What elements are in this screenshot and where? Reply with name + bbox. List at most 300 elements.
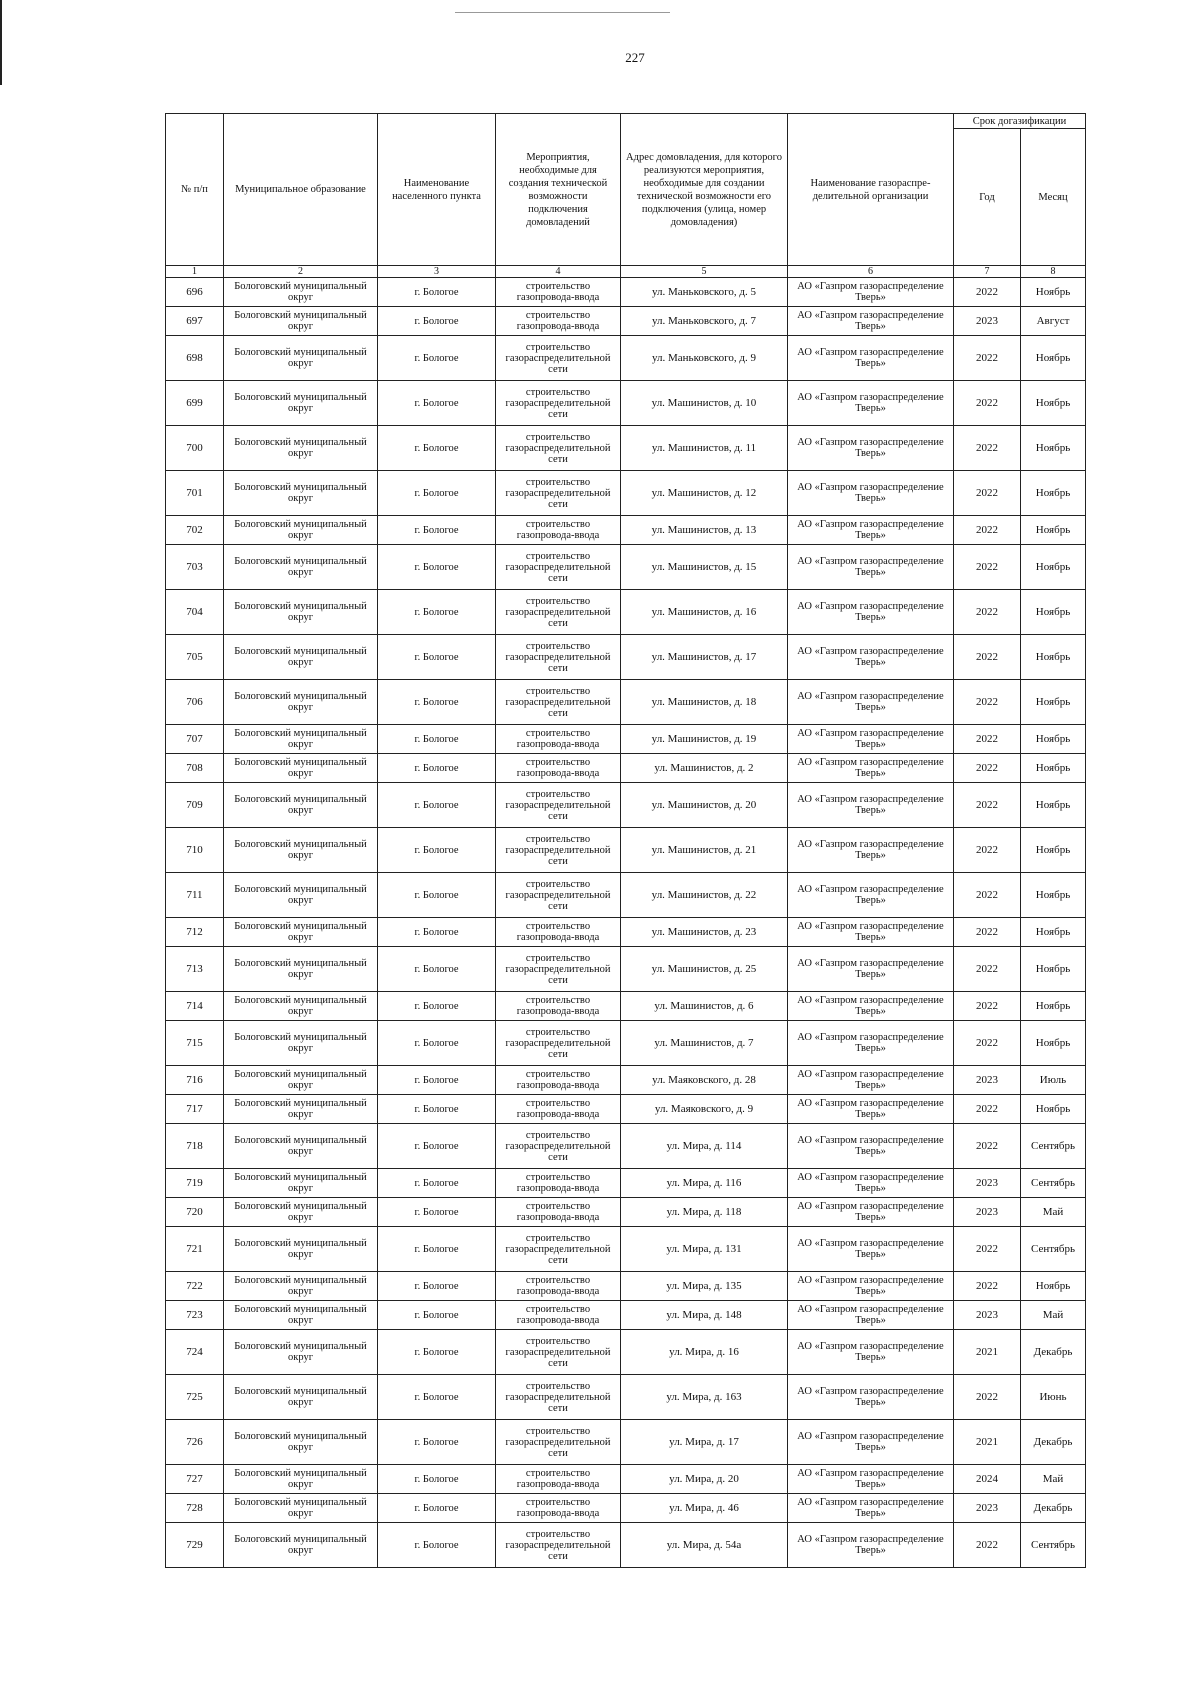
- row-number: 726: [166, 1420, 224, 1465]
- municipality-cell: Бологовский муниципальный округ: [224, 1523, 378, 1568]
- row-number: 706: [166, 680, 224, 725]
- municipality-cell: Бологовский муниципальный округ: [224, 1095, 378, 1124]
- address-cell: ул. Машинистов, д. 12: [621, 471, 788, 516]
- municipality-cell: Бологовский муниципальный округ: [224, 754, 378, 783]
- measure-cell: строительство газораспределительной сети: [496, 381, 621, 426]
- measure-cell: строительство газопровода-ввода: [496, 1494, 621, 1523]
- municipality-cell: Бологовский муниципальный округ: [224, 828, 378, 873]
- month-cell: Ноябрь: [1021, 1021, 1086, 1066]
- table-row: [166, 307, 1086, 336]
- row-number: 714: [166, 992, 224, 1021]
- address-cell: ул. Машинистов, д. 19: [621, 725, 788, 754]
- settlement-cell: г. Бологое: [378, 1301, 496, 1330]
- organization-cell: АО «Газпром газораспределение Тверь»: [788, 828, 954, 873]
- address-cell: ул. Машинистов, д. 6: [621, 992, 788, 1021]
- row-number: 698: [166, 336, 224, 381]
- gasification-table: [165, 113, 1086, 1568]
- municipality-cell: Бологовский муниципальный округ: [224, 873, 378, 918]
- settlement-cell: г. Бологое: [378, 1272, 496, 1301]
- row-number: 708: [166, 754, 224, 783]
- municipality-cell: Бологовский муниципальный округ: [224, 725, 378, 754]
- municipality-cell: Бологовский муниципальный округ: [224, 1198, 378, 1227]
- header-address: Адрес домовладения, для которого реализуются мероприятия, необходимые для создании технической возможности его подключения (улица, номер домовладения): [621, 114, 788, 266]
- table-row: [166, 545, 1086, 590]
- table-row: [166, 590, 1086, 635]
- row-number: 728: [166, 1494, 224, 1523]
- organization-cell: АО «Газпром газораспределение Тверь»: [788, 307, 954, 336]
- year-cell: 2022: [954, 1523, 1021, 1568]
- month-cell: Ноябрь: [1021, 725, 1086, 754]
- year-cell: 2022: [954, 947, 1021, 992]
- month-cell: Декабрь: [1021, 1420, 1086, 1465]
- organization-cell: АО «Газпром газораспределение Тверь»: [788, 783, 954, 828]
- settlement-cell: г. Бологое: [378, 947, 496, 992]
- measure-cell: строительство газораспределительной сети: [496, 828, 621, 873]
- organization-cell: АО «Газпром газораспределение Тверь»: [788, 1169, 954, 1198]
- year-cell: 2021: [954, 1420, 1021, 1465]
- measure-cell: строительство газораспределительной сети: [496, 426, 621, 471]
- table-row: [166, 947, 1086, 992]
- organization-cell: АО «Газпром газораспределение Тверь»: [788, 1330, 954, 1375]
- organization-cell: АО «Газпром газораспределение Тверь»: [788, 1465, 954, 1494]
- month-cell: Ноябрь: [1021, 516, 1086, 545]
- address-cell: ул. Машинистов, д. 20: [621, 783, 788, 828]
- row-number: 727: [166, 1465, 224, 1494]
- municipality-cell: Бологовский муниципальный округ: [224, 1021, 378, 1066]
- table-row: [166, 1198, 1086, 1227]
- row-number: 729: [166, 1523, 224, 1568]
- month-cell: Ноябрь: [1021, 992, 1086, 1021]
- year-cell: 2024: [954, 1465, 1021, 1494]
- settlement-cell: г. Бологое: [378, 1095, 496, 1124]
- address-cell: ул. Машинистов, д. 7: [621, 1021, 788, 1066]
- table-row: [166, 783, 1086, 828]
- settlement-cell: г. Бологое: [378, 1494, 496, 1523]
- year-cell: 2022: [954, 725, 1021, 754]
- settlement-cell: г. Бологое: [378, 278, 496, 307]
- address-cell: ул. Мира, д. 148: [621, 1301, 788, 1330]
- row-number: 713: [166, 947, 224, 992]
- address-cell: ул. Машинистов, д. 18: [621, 680, 788, 725]
- year-cell: 2022: [954, 828, 1021, 873]
- year-cell: 2022: [954, 426, 1021, 471]
- table-row: [166, 918, 1086, 947]
- municipality-cell: Бологовский муниципальный округ: [224, 545, 378, 590]
- organization-cell: АО «Газпром газораспределение Тверь»: [788, 1124, 954, 1169]
- settlement-cell: г. Бологое: [378, 1523, 496, 1568]
- address-cell: ул. Маньковского, д. 9: [621, 336, 788, 381]
- row-number: 722: [166, 1272, 224, 1301]
- address-cell: ул. Мира, д. 116: [621, 1169, 788, 1198]
- month-cell: Май: [1021, 1465, 1086, 1494]
- month-cell: Ноябрь: [1021, 590, 1086, 635]
- column-number: 6: [788, 266, 954, 278]
- settlement-cell: г. Бологое: [378, 516, 496, 545]
- year-cell: 2022: [954, 381, 1021, 426]
- header-org: Наименование газораспре-делительной организации: [788, 114, 954, 266]
- month-cell: Сентябрь: [1021, 1523, 1086, 1568]
- address-cell: ул. Мира, д. 114: [621, 1124, 788, 1169]
- row-number: 719: [166, 1169, 224, 1198]
- column-number: 7: [954, 266, 1021, 278]
- table-row: [166, 426, 1086, 471]
- address-cell: ул. Машинистов, д. 11: [621, 426, 788, 471]
- settlement-cell: г. Бологое: [378, 1330, 496, 1375]
- month-cell: Ноябрь: [1021, 278, 1086, 307]
- row-number: 696: [166, 278, 224, 307]
- municipality-cell: Бологовский муниципальный округ: [224, 1494, 378, 1523]
- municipality-cell: Бологовский муниципальный округ: [224, 426, 378, 471]
- header-month: Месяц: [1021, 129, 1086, 266]
- organization-cell: АО «Газпром газораспределение Тверь»: [788, 1066, 954, 1095]
- municipality-cell: Бологовский муниципальный округ: [224, 1330, 378, 1375]
- month-cell: Ноябрь: [1021, 680, 1086, 725]
- table-row: [166, 1124, 1086, 1169]
- table-row: [166, 1465, 1086, 1494]
- address-cell: ул. Машинистов, д. 13: [621, 516, 788, 545]
- organization-cell: АО «Газпром газораспределение Тверь»: [788, 1301, 954, 1330]
- table-row: [166, 1301, 1086, 1330]
- address-cell: ул. Мира, д. 163: [621, 1375, 788, 1420]
- address-cell: ул. Машинистов, д. 10: [621, 381, 788, 426]
- organization-cell: АО «Газпром газораспределение Тверь»: [788, 918, 954, 947]
- settlement-cell: г. Бологое: [378, 1420, 496, 1465]
- page-number: 227: [625, 50, 645, 65]
- year-cell: 2022: [954, 1272, 1021, 1301]
- municipality-cell: Бологовский муниципальный округ: [224, 307, 378, 336]
- month-cell: Июль: [1021, 1066, 1086, 1095]
- column-number: 2: [224, 266, 378, 278]
- column-number: 8: [1021, 266, 1086, 278]
- settlement-cell: г. Бологое: [378, 1021, 496, 1066]
- table-row: [166, 1021, 1086, 1066]
- row-number: 712: [166, 918, 224, 947]
- year-cell: 2022: [954, 516, 1021, 545]
- measure-cell: строительство газопровода-ввода: [496, 918, 621, 947]
- table-row: [166, 278, 1086, 307]
- measure-cell: строительство газораспределительной сети: [496, 1124, 621, 1169]
- settlement-cell: г. Бологое: [378, 336, 496, 381]
- organization-cell: АО «Газпром газораспределение Тверь»: [788, 947, 954, 992]
- organization-cell: АО «Газпром газораспределение Тверь»: [788, 516, 954, 545]
- settlement-cell: г. Бологое: [378, 992, 496, 1021]
- settlement-cell: г. Бологое: [378, 680, 496, 725]
- year-cell: 2022: [954, 1227, 1021, 1272]
- address-cell: ул. Машинистов, д. 21: [621, 828, 788, 873]
- month-cell: Ноябрь: [1021, 336, 1086, 381]
- municipality-cell: Бологовский муниципальный округ: [224, 680, 378, 725]
- organization-cell: АО «Газпром газораспределение Тверь»: [788, 725, 954, 754]
- month-cell: Ноябрь: [1021, 783, 1086, 828]
- row-number: 725: [166, 1375, 224, 1420]
- month-cell: Сентябрь: [1021, 1227, 1086, 1272]
- address-cell: ул. Маньковского, д. 5: [621, 278, 788, 307]
- year-cell: 2023: [954, 1169, 1021, 1198]
- measure-cell: строительство газораспределительной сети: [496, 947, 621, 992]
- year-cell: 2023: [954, 1494, 1021, 1523]
- table-row: [166, 1523, 1086, 1568]
- month-cell: Декабрь: [1021, 1494, 1086, 1523]
- row-number: 709: [166, 783, 224, 828]
- settlement-cell: г. Бологое: [378, 725, 496, 754]
- organization-cell: АО «Газпром газораспределение Тверь»: [788, 1021, 954, 1066]
- table-row: [166, 471, 1086, 516]
- table-row: [166, 1330, 1086, 1375]
- table-row: [166, 516, 1086, 545]
- table-row: [166, 873, 1086, 918]
- month-cell: Сентябрь: [1021, 1169, 1086, 1198]
- month-cell: Декабрь: [1021, 1330, 1086, 1375]
- year-cell: 2022: [954, 336, 1021, 381]
- table-row: [166, 725, 1086, 754]
- address-cell: ул. Маяковского, д. 28: [621, 1066, 788, 1095]
- address-cell: ул. Машинистов, д. 15: [621, 545, 788, 590]
- organization-cell: АО «Газпром газораспределение Тверь»: [788, 635, 954, 680]
- year-cell: 2022: [954, 918, 1021, 947]
- address-cell: ул. Машинистов, д. 22: [621, 873, 788, 918]
- settlement-cell: г. Бологое: [378, 918, 496, 947]
- table-row: [166, 1494, 1086, 1523]
- address-cell: ул. Машинистов, д. 17: [621, 635, 788, 680]
- row-number: 710: [166, 828, 224, 873]
- settlement-cell: г. Бологое: [378, 471, 496, 516]
- row-number: 721: [166, 1227, 224, 1272]
- organization-cell: АО «Газпром газораспределение Тверь»: [788, 1523, 954, 1568]
- measure-cell: строительство газораспределительной сети: [496, 545, 621, 590]
- organization-cell: АО «Газпром газораспределение Тверь»: [788, 1420, 954, 1465]
- address-cell: ул. Мира, д. 20: [621, 1465, 788, 1494]
- year-cell: 2022: [954, 590, 1021, 635]
- measure-cell: строительство газопровода-ввода: [496, 754, 621, 783]
- measure-cell: строительство газопровода-ввода: [496, 1169, 621, 1198]
- address-cell: ул. Мира, д. 54а: [621, 1523, 788, 1568]
- municipality-cell: Бологовский муниципальный округ: [224, 471, 378, 516]
- settlement-cell: г. Бологое: [378, 828, 496, 873]
- row-number: 711: [166, 873, 224, 918]
- year-cell: 2022: [954, 1124, 1021, 1169]
- measure-cell: строительство газопровода-ввода: [496, 1066, 621, 1095]
- month-cell: Ноябрь: [1021, 918, 1086, 947]
- row-number: 699: [166, 381, 224, 426]
- row-number: 700: [166, 426, 224, 471]
- organization-cell: АО «Газпром газораспределение Тверь»: [788, 1272, 954, 1301]
- municipality-cell: Бологовский муниципальный округ: [224, 635, 378, 680]
- municipality-cell: Бологовский муниципальный округ: [224, 336, 378, 381]
- month-cell: Ноябрь: [1021, 426, 1086, 471]
- address-cell: ул. Мира, д. 118: [621, 1198, 788, 1227]
- settlement-cell: г. Бологое: [378, 1066, 496, 1095]
- row-number: 702: [166, 516, 224, 545]
- municipality-cell: Бологовский муниципальный округ: [224, 1375, 378, 1420]
- row-number: 705: [166, 635, 224, 680]
- measure-cell: строительство газопровода-ввода: [496, 725, 621, 754]
- organization-cell: АО «Газпром газораспределение Тверь»: [788, 471, 954, 516]
- measure-cell: строительство газопровода-ввода: [496, 278, 621, 307]
- settlement-cell: г. Бологое: [378, 426, 496, 471]
- address-cell: ул. Мира, д. 17: [621, 1420, 788, 1465]
- row-number: 701: [166, 471, 224, 516]
- year-cell: 2022: [954, 635, 1021, 680]
- row-number: 724: [166, 1330, 224, 1375]
- table-row: [166, 1272, 1086, 1301]
- settlement-cell: г. Бологое: [378, 1375, 496, 1420]
- municipality-cell: Бологовский муниципальный округ: [224, 590, 378, 635]
- address-cell: ул. Мира, д. 16: [621, 1330, 788, 1375]
- organization-cell: АО «Газпром газораспределение Тверь»: [788, 1095, 954, 1124]
- settlement-cell: г. Бологое: [378, 1198, 496, 1227]
- scan-edge-line: [0, 0, 2, 85]
- measure-cell: строительство газопровода-ввода: [496, 516, 621, 545]
- organization-cell: АО «Газпром газораспределение Тверь»: [788, 992, 954, 1021]
- measure-cell: строительство газопровода-ввода: [496, 1301, 621, 1330]
- measure-cell: строительство газораспределительной сети: [496, 680, 621, 725]
- year-cell: 2021: [954, 1330, 1021, 1375]
- measure-cell: строительство газопровода-ввода: [496, 1198, 621, 1227]
- table-row: [166, 336, 1086, 381]
- row-number: 718: [166, 1124, 224, 1169]
- table-row: [166, 1375, 1086, 1420]
- measure-cell: строительство газораспределительной сети: [496, 783, 621, 828]
- row-number: 717: [166, 1095, 224, 1124]
- measure-cell: строительство газопровода-ввода: [496, 307, 621, 336]
- month-cell: Май: [1021, 1301, 1086, 1330]
- table-row: [166, 680, 1086, 725]
- month-cell: Май: [1021, 1198, 1086, 1227]
- organization-cell: АО «Газпром газораспределение Тверь»: [788, 873, 954, 918]
- settlement-cell: г. Бологое: [378, 1465, 496, 1494]
- month-cell: Сентябрь: [1021, 1124, 1086, 1169]
- measure-cell: строительство газораспределительной сети: [496, 1227, 621, 1272]
- header-municipality: Муниципальное образование: [224, 114, 378, 266]
- municipality-cell: Бологовский муниципальный округ: [224, 381, 378, 426]
- municipality-cell: Бологовский муниципальный округ: [224, 947, 378, 992]
- row-number: 703: [166, 545, 224, 590]
- column-numbers-row: [166, 266, 1086, 278]
- organization-cell: АО «Газпром газораспределение Тверь»: [788, 1494, 954, 1523]
- month-cell: Ноябрь: [1021, 754, 1086, 783]
- measure-cell: строительство газораспределительной сети: [496, 1523, 621, 1568]
- row-number: 697: [166, 307, 224, 336]
- address-cell: ул. Мира, д. 135: [621, 1272, 788, 1301]
- municipality-cell: Бологовский муниципальный округ: [224, 1272, 378, 1301]
- measure-cell: строительство газораспределительной сети: [496, 1420, 621, 1465]
- address-cell: ул. Мира, д. 131: [621, 1227, 788, 1272]
- month-cell: Ноябрь: [1021, 947, 1086, 992]
- settlement-cell: г. Бологое: [378, 381, 496, 426]
- month-cell: Ноябрь: [1021, 873, 1086, 918]
- measure-cell: строительство газопровода-ввода: [496, 992, 621, 1021]
- address-cell: ул. Мира, д. 46: [621, 1494, 788, 1523]
- year-cell: 2022: [954, 873, 1021, 918]
- row-number: 715: [166, 1021, 224, 1066]
- month-cell: Август: [1021, 307, 1086, 336]
- organization-cell: АО «Газпром газораспределение Тверь»: [788, 754, 954, 783]
- table-row: [166, 1227, 1086, 1272]
- address-cell: ул. Маньковского, д. 7: [621, 307, 788, 336]
- year-cell: 2023: [954, 1198, 1021, 1227]
- table-row: [166, 1169, 1086, 1198]
- month-cell: Ноябрь: [1021, 635, 1086, 680]
- header-year: Год: [954, 129, 1021, 266]
- measure-cell: строительство газораспределительной сети: [496, 471, 621, 516]
- year-cell: 2022: [954, 471, 1021, 516]
- header-measures: Мероприятия, необходимые для создания технической возможности подключения домовладений: [496, 114, 621, 266]
- settlement-cell: г. Бологое: [378, 590, 496, 635]
- municipality-cell: Бологовский муниципальный округ: [224, 1124, 378, 1169]
- column-number: 1: [166, 266, 224, 278]
- header-settlement: Наименование населенного пункта: [378, 114, 496, 266]
- year-cell: 2022: [954, 783, 1021, 828]
- address-cell: ул. Маяковского, д. 9: [621, 1095, 788, 1124]
- year-cell: 2023: [954, 1301, 1021, 1330]
- settlement-cell: г. Бологое: [378, 545, 496, 590]
- year-cell: 2023: [954, 307, 1021, 336]
- organization-cell: АО «Газпром газораспределение Тверь»: [788, 590, 954, 635]
- year-cell: 2022: [954, 1095, 1021, 1124]
- column-number: 4: [496, 266, 621, 278]
- address-cell: ул. Машинистов, д. 25: [621, 947, 788, 992]
- measure-cell: строительство газораспределительной сети: [496, 590, 621, 635]
- year-cell: 2023: [954, 1066, 1021, 1095]
- table-row: [166, 1066, 1086, 1095]
- municipality-cell: Бологовский муниципальный округ: [224, 1420, 378, 1465]
- month-cell: Ноябрь: [1021, 1272, 1086, 1301]
- settlement-cell: г. Бологое: [378, 307, 496, 336]
- table-row: [166, 992, 1086, 1021]
- measure-cell: строительство газораспределительной сети: [496, 635, 621, 680]
- organization-cell: АО «Газпром газораспределение Тверь»: [788, 336, 954, 381]
- settlement-cell: г. Бологое: [378, 783, 496, 828]
- measure-cell: строительство газораспределительной сети: [496, 873, 621, 918]
- table-row: [166, 635, 1086, 680]
- settlement-cell: г. Бологое: [378, 635, 496, 680]
- year-cell: 2022: [954, 1021, 1021, 1066]
- month-cell: Июнь: [1021, 1375, 1086, 1420]
- month-cell: Ноябрь: [1021, 1095, 1086, 1124]
- row-number: 707: [166, 725, 224, 754]
- organization-cell: АО «Газпром газораспределение Тверь»: [788, 278, 954, 307]
- municipality-cell: Бологовский муниципальный округ: [224, 1465, 378, 1494]
- year-cell: 2022: [954, 545, 1021, 590]
- address-cell: ул. Машинистов, д. 2: [621, 754, 788, 783]
- month-cell: Ноябрь: [1021, 381, 1086, 426]
- municipality-cell: Бологовский муниципальный округ: [224, 783, 378, 828]
- settlement-cell: г. Бологое: [378, 1227, 496, 1272]
- address-cell: ул. Машинистов, д. 23: [621, 918, 788, 947]
- municipality-cell: Бологовский муниципальный округ: [224, 918, 378, 947]
- scan-top-line: [455, 12, 670, 13]
- address-cell: ул. Машинистов, д. 16: [621, 590, 788, 635]
- month-cell: Ноябрь: [1021, 471, 1086, 516]
- header-num: № п/п: [166, 114, 224, 266]
- year-cell: 2022: [954, 992, 1021, 1021]
- table-row: [166, 828, 1086, 873]
- municipality-cell: Бологовский муниципальный округ: [224, 1227, 378, 1272]
- municipality-cell: Бологовский муниципальный округ: [224, 516, 378, 545]
- organization-cell: АО «Газпром газораспределение Тверь»: [788, 381, 954, 426]
- year-cell: 2022: [954, 680, 1021, 725]
- municipality-cell: Бологовский муниципальный округ: [224, 1066, 378, 1095]
- table-row: [166, 1420, 1086, 1465]
- measure-cell: строительство газораспределительной сети: [496, 1375, 621, 1420]
- column-number: 3: [378, 266, 496, 278]
- header-deadline: Срок догазификации: [954, 114, 1086, 129]
- measure-cell: строительство газопровода-ввода: [496, 1095, 621, 1124]
- year-cell: 2022: [954, 278, 1021, 307]
- settlement-cell: г. Бологое: [378, 754, 496, 783]
- organization-cell: АО «Газпром газораспределение Тверь»: [788, 1198, 954, 1227]
- measure-cell: строительство газораспределительной сети: [496, 1330, 621, 1375]
